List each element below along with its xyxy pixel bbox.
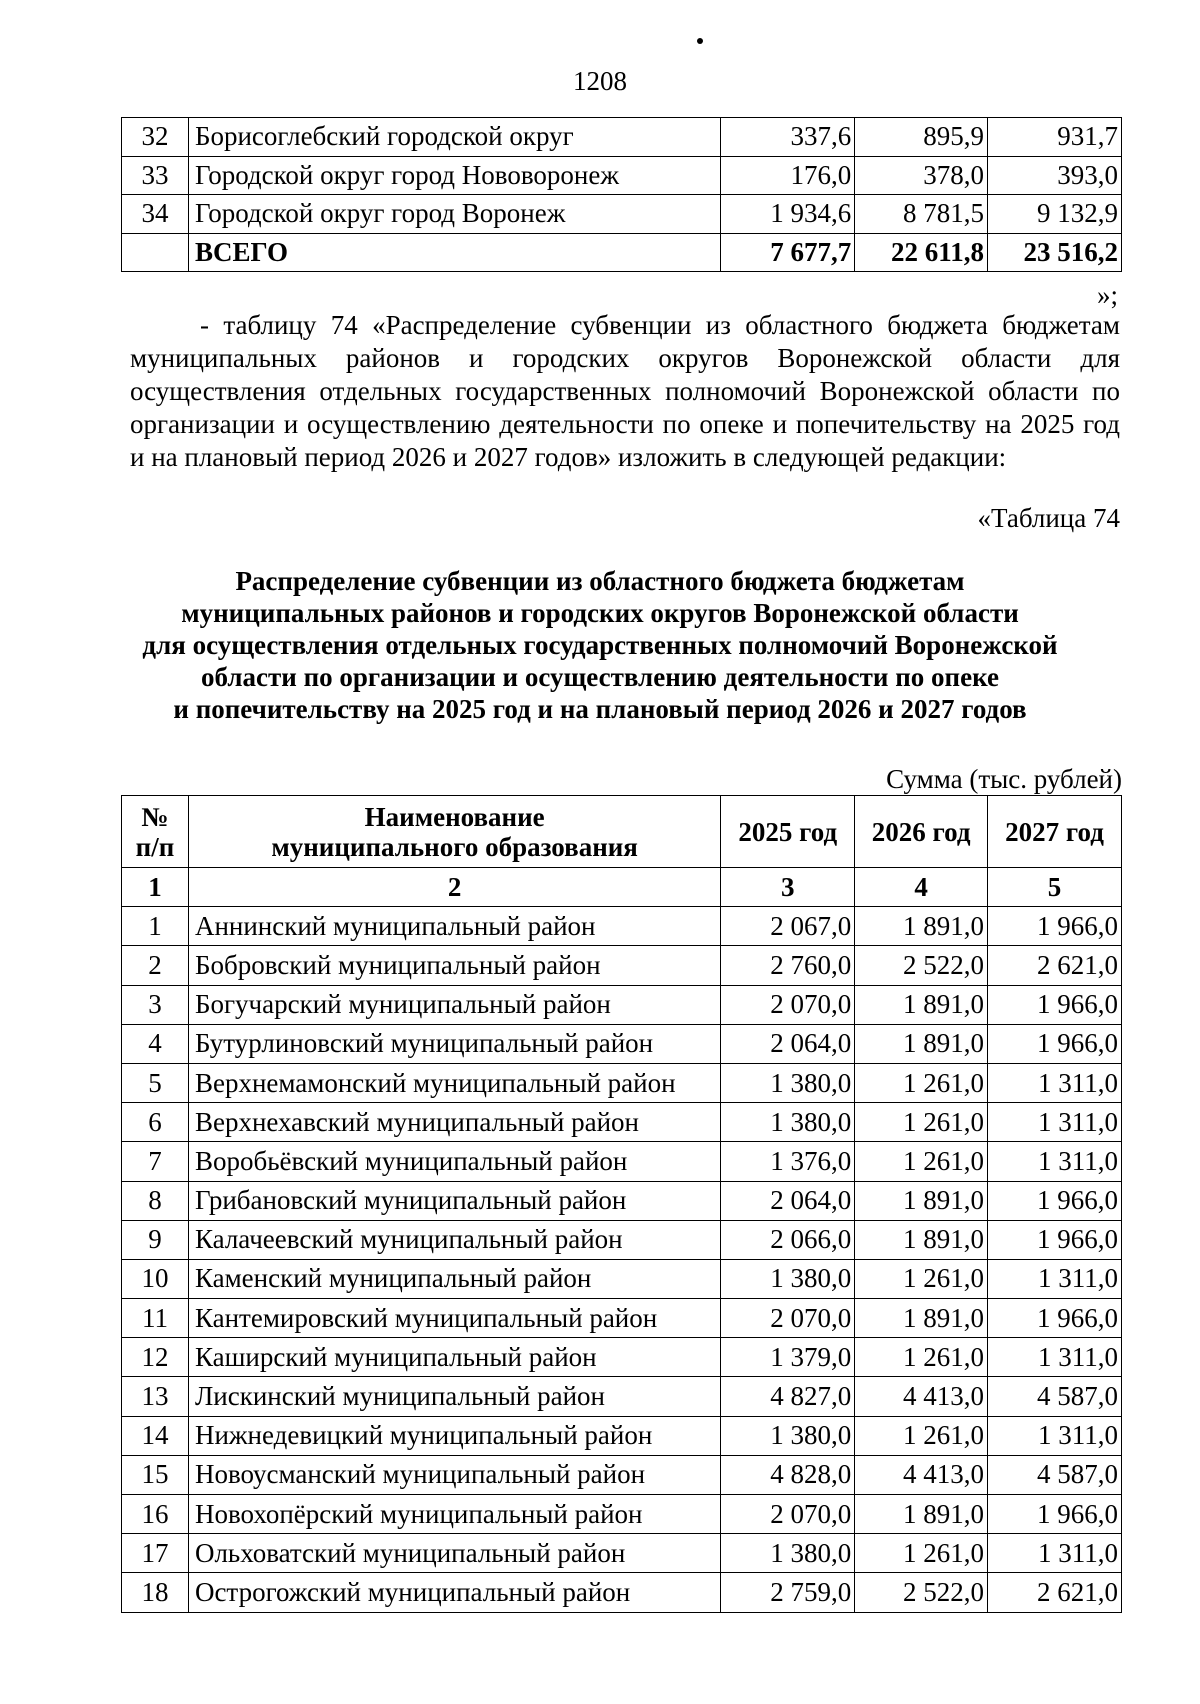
row-2025: 1 379,0: [721, 1338, 855, 1377]
row-2026: 4 413,0: [855, 1377, 988, 1416]
row-2027: 2 621,0: [988, 1573, 1122, 1612]
row-2027: 1 966,0: [988, 907, 1122, 946]
row-2026: 1 891,0: [855, 985, 988, 1024]
row-name: Лискинский муниципальный район: [188, 1377, 720, 1416]
table-row: [122, 1416, 1122, 1455]
row-2026: 1 891,0: [855, 907, 988, 946]
row-2025: 176,0: [721, 156, 855, 195]
row-2025: 2 064,0: [721, 1181, 855, 1220]
main-table: [121, 795, 1122, 1613]
table-row: [122, 1181, 1122, 1220]
table-row: [122, 1299, 1122, 1338]
row-2025: 1 380,0: [721, 1534, 855, 1573]
row-2027: 1 311,0: [988, 1534, 1122, 1573]
row-2026: 4 413,0: [855, 1455, 988, 1494]
row-name: Кантемировский муниципальный район: [188, 1299, 720, 1338]
row-name: Богучарский муниципальный район: [188, 985, 720, 1024]
row-name: Каменский муниципальный район: [188, 1259, 720, 1298]
row-2026: 2 522,0: [855, 1573, 988, 1612]
row-name: Городской округ город Воронеж: [188, 195, 720, 234]
row-name: Аннинский муниципальный район: [188, 907, 720, 946]
header-2026: 2026 год: [855, 796, 988, 868]
table-row: [122, 1495, 1122, 1534]
row-2026: 1 891,0: [855, 1024, 988, 1063]
column-number: 1: [122, 868, 189, 907]
row-number: 18: [122, 1573, 189, 1612]
row-number: 5: [122, 1063, 189, 1102]
top-table-body: [122, 118, 1122, 234]
header-num: [122, 796, 189, 868]
row-name: Новохопёрский муниципальный район: [188, 1495, 720, 1534]
row-number: 4: [122, 1024, 189, 1063]
row-name: Острогожский муниципальный район: [188, 1573, 720, 1612]
row-2027: 1 966,0: [988, 1299, 1122, 1338]
row-2026: 1 891,0: [855, 1181, 988, 1220]
row-number: 2: [122, 946, 189, 985]
row-2027: 1 966,0: [988, 1495, 1122, 1534]
row-name: Городской округ город Нововоронеж: [188, 156, 720, 195]
row-2026: 2 522,0: [855, 946, 988, 985]
row-2025: 2 064,0: [721, 1024, 855, 1063]
row-name: Верхнемамонский муниципальный район: [188, 1063, 720, 1102]
row-2026: 378,0: [855, 156, 988, 195]
row-2025: 2 067,0: [721, 907, 855, 946]
row-2025: 2 760,0: [721, 946, 855, 985]
row-number: 32: [122, 118, 189, 157]
row-name: Бобровский муниципальный район: [188, 946, 720, 985]
amendment-paragraph: - таблицу 74 «Распределение субвенции из областного бюджета бюджетам муниципальных районов и городских округов Воронежской области для осуществления отдельных государственных полномочий Воронежской области по организации и осуществлению деятельности по опеке и попечительству на 2025 год и на плановый период 2026 и 2027 годов» изложить в следующей редакции:: [130, 310, 1120, 472]
row-name: Грибановский муниципальный район: [188, 1181, 720, 1220]
row-2025: 1 934,6: [721, 195, 855, 234]
table-row: [122, 1338, 1122, 1377]
row-2025: 1 376,0: [721, 1142, 855, 1181]
top-table: [121, 117, 1122, 272]
total-label: ВСЕГО: [188, 233, 720, 272]
row-2026: 1 261,0: [855, 1259, 988, 1298]
row-2027: 1 311,0: [988, 1103, 1122, 1142]
row-number: 14: [122, 1416, 189, 1455]
heading-line: и попечительству на 2025 год и на плановый период 2026 и 2027 годов: [173, 694, 1027, 724]
row-number: 17: [122, 1534, 189, 1573]
row-2027: 1 966,0: [988, 985, 1122, 1024]
row-2026: 1 891,0: [855, 1220, 988, 1259]
row-name: Нижнедевицкий муниципальный район: [188, 1416, 720, 1455]
scan-dot: [697, 38, 703, 44]
row-2027: 1 966,0: [988, 1220, 1122, 1259]
total-num-cell: [122, 233, 189, 272]
row-number: 13: [122, 1377, 189, 1416]
row-number: 33: [122, 156, 189, 195]
table-row: [122, 1455, 1122, 1494]
row-number: 10: [122, 1259, 189, 1298]
row-name: Ольховатский муниципальный район: [188, 1534, 720, 1573]
table-row: [122, 1377, 1122, 1416]
header-2027: 2027 год: [988, 796, 1122, 868]
table-row: [122, 1103, 1122, 1142]
row-2027: 1 311,0: [988, 1142, 1122, 1181]
row-2025: 2 070,0: [721, 985, 855, 1024]
units-label: Сумма (тыс. рублей): [886, 764, 1122, 794]
row-number: 6: [122, 1103, 189, 1142]
column-number: 2: [188, 868, 720, 907]
row-2025: 1 380,0: [721, 1259, 855, 1298]
row-name: Борисоглебский городской округ: [188, 118, 720, 157]
row-2027: 393,0: [988, 156, 1122, 195]
table-row: [122, 1573, 1122, 1612]
row-2027: 1 311,0: [988, 1416, 1122, 1455]
row-name: Верхнехавский муниципальный район: [188, 1103, 720, 1142]
column-number-row: [122, 868, 1122, 907]
row-number: 9: [122, 1220, 189, 1259]
row-number: 7: [122, 1142, 189, 1181]
row-2026: 1 261,0: [855, 1416, 988, 1455]
row-2025: 1 380,0: [721, 1416, 855, 1455]
row-2027: 2 621,0: [988, 946, 1122, 985]
row-2025: 1 380,0: [721, 1063, 855, 1102]
row-2025: 1 380,0: [721, 1103, 855, 1142]
row-2026: 1 891,0: [855, 1299, 988, 1338]
table-caption: «Таблица 74: [977, 503, 1120, 533]
row-2025: 2 759,0: [721, 1573, 855, 1612]
row-2026: 1 891,0: [855, 1495, 988, 1534]
header-num-line1: №: [141, 801, 169, 832]
row-2026: 1 261,0: [855, 1534, 988, 1573]
row-2026: 8 781,5: [855, 195, 988, 234]
row-2027: 1 966,0: [988, 1024, 1122, 1063]
row-number: 1: [122, 907, 189, 946]
row-number: 34: [122, 195, 189, 234]
row-2025: 4 828,0: [721, 1455, 855, 1494]
row-2026: 1 261,0: [855, 1142, 988, 1181]
header-num-line2: п/п: [135, 831, 175, 862]
table-heading: [100, 565, 1100, 725]
table-row: [122, 195, 1122, 234]
column-number: 5: [988, 868, 1122, 907]
main-table-body: [122, 907, 1122, 1612]
row-2027: 4 587,0: [988, 1455, 1122, 1494]
row-2027: 1 311,0: [988, 1259, 1122, 1298]
row-2025: 337,6: [721, 118, 855, 157]
row-number: 3: [122, 985, 189, 1024]
header-name: [188, 796, 720, 868]
table-row: [122, 156, 1122, 195]
table-row: [122, 946, 1122, 985]
row-2026: 1 261,0: [855, 1063, 988, 1102]
row-number: 11: [122, 1299, 189, 1338]
heading-line: области по организации и осуществлению деятельности по опеке: [201, 662, 999, 692]
row-2027: 1 311,0: [988, 1063, 1122, 1102]
table-row: [122, 1142, 1122, 1181]
header-row: [122, 796, 1122, 868]
column-number: 4: [855, 868, 988, 907]
row-number: 8: [122, 1181, 189, 1220]
column-number: 3: [721, 868, 855, 907]
row-name: Калачеевский муниципальный район: [188, 1220, 720, 1259]
row-2026: 895,9: [855, 118, 988, 157]
row-2026: 1 261,0: [855, 1338, 988, 1377]
close-quote: »;: [1096, 280, 1118, 310]
row-2027: 1 311,0: [988, 1338, 1122, 1377]
heading-line: муниципальных районов и городских округов Воронежской области: [181, 598, 1019, 628]
row-2027: 931,7: [988, 118, 1122, 157]
row-name: Каширский муниципальный район: [188, 1338, 720, 1377]
row-number: 12: [122, 1338, 189, 1377]
total-2025: 7 677,7: [721, 233, 855, 272]
table-row: [122, 1024, 1122, 1063]
row-2025: 2 066,0: [721, 1220, 855, 1259]
table-row: [122, 907, 1122, 946]
total-2026: 22 611,8: [855, 233, 988, 272]
total-2027: 23 516,2: [988, 233, 1122, 272]
page-number: 1208: [573, 66, 627, 96]
row-number: 15: [122, 1455, 189, 1494]
row-2027: 9 132,9: [988, 195, 1122, 234]
row-2025: 2 070,0: [721, 1299, 855, 1338]
row-2025: 4 827,0: [721, 1377, 855, 1416]
header-name-line2: муниципального образования: [271, 831, 638, 862]
table-row: [122, 985, 1122, 1024]
table-row: [122, 1220, 1122, 1259]
row-name: Бутурлиновский муниципальный район: [188, 1024, 720, 1063]
row-2027: 1 966,0: [988, 1181, 1122, 1220]
table-row: [122, 1259, 1122, 1298]
header-name-line1: Наименование: [364, 801, 545, 832]
total-row: [122, 233, 1122, 272]
row-number: 16: [122, 1495, 189, 1534]
row-2026: 1 261,0: [855, 1103, 988, 1142]
row-2027: 4 587,0: [988, 1377, 1122, 1416]
row-2025: 2 070,0: [721, 1495, 855, 1534]
table-row: [122, 1534, 1122, 1573]
table-row: [122, 1063, 1122, 1102]
heading-line: для осуществления отдельных государственных полномочий Воронежской: [142, 630, 1058, 660]
row-name: Новоусманский муниципальный район: [188, 1455, 720, 1494]
heading-line: Распределение субвенции из областного бюджета бюджетам: [235, 566, 965, 596]
header-2025: 2025 год: [721, 796, 855, 868]
row-name: Воробьёвский муниципальный район: [188, 1142, 720, 1181]
table-row: [122, 118, 1122, 157]
